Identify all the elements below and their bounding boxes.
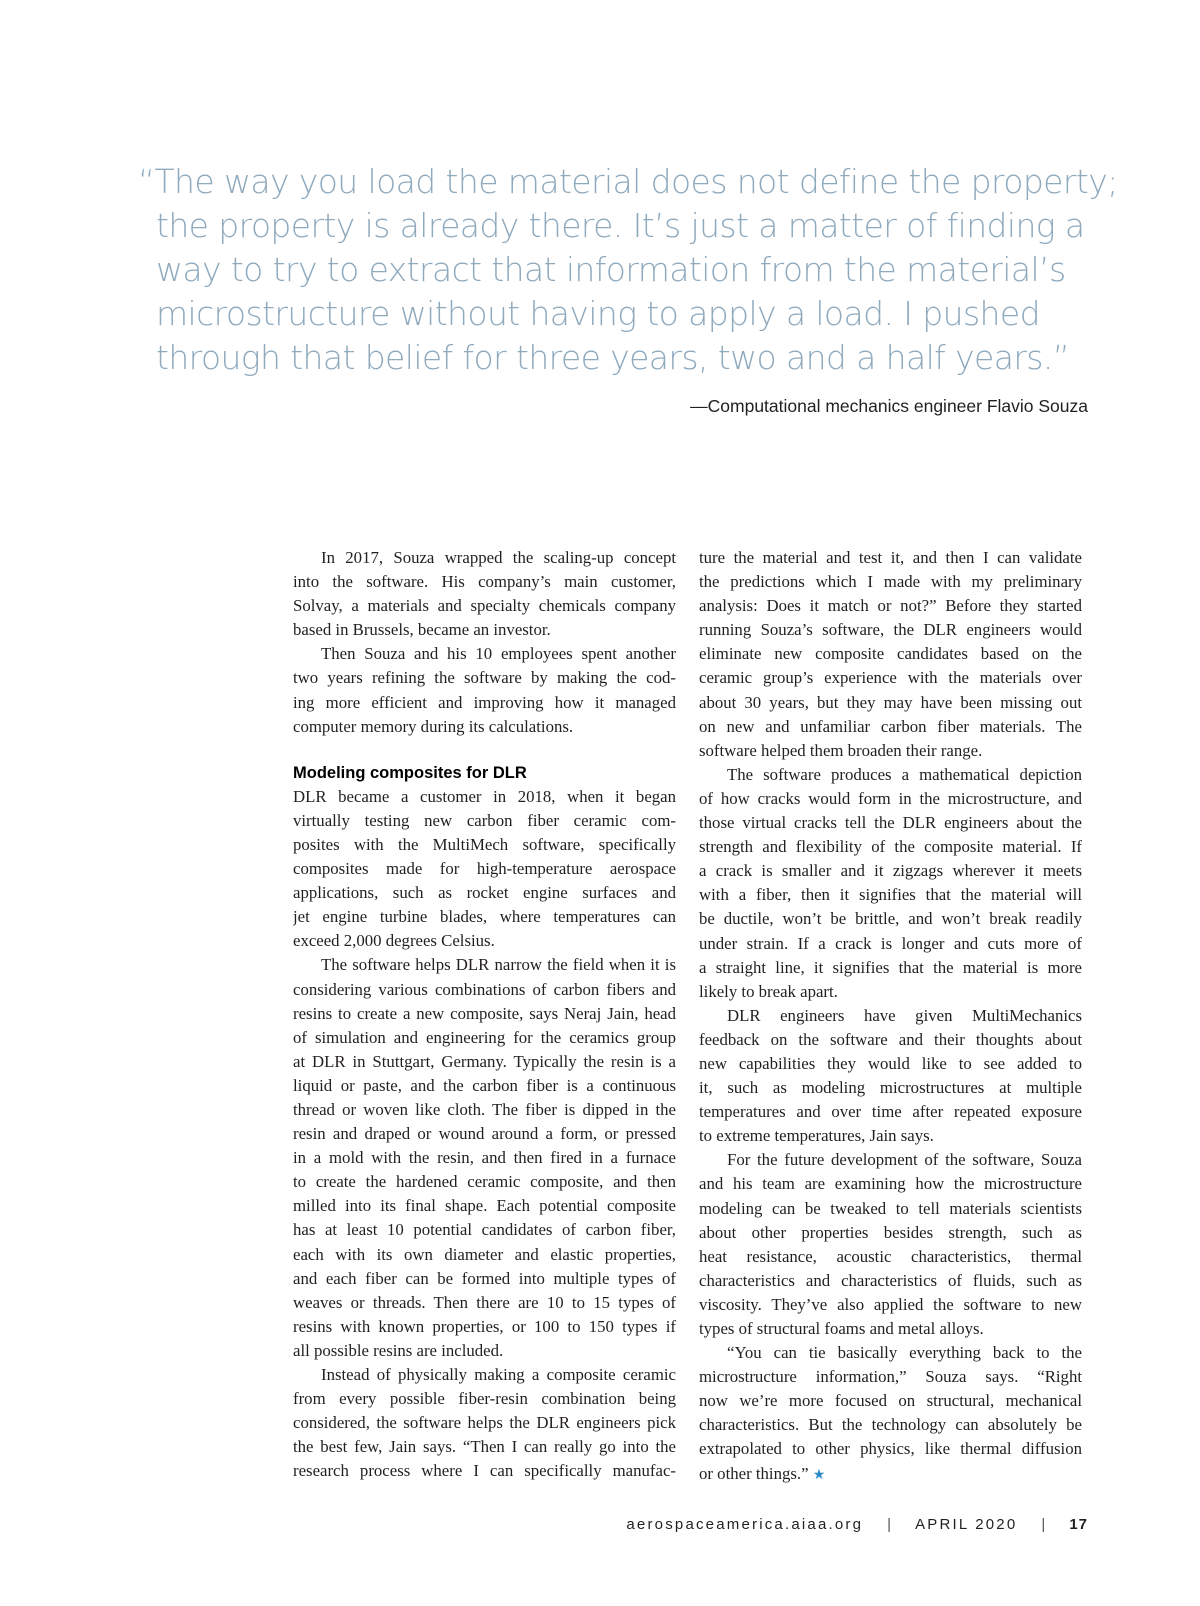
text-line: eliminate new composite candidates based on the: [699, 644, 1082, 664]
text-line: jet engine turbine blades, where temperatures can: [293, 907, 676, 927]
text-line: new capabilities they would like to see added to: [699, 1053, 1082, 1073]
text-line: analysis: Does it match or not?” Before they started: [699, 596, 1082, 616]
text-line: the best few, Jain says. “Then I can really go into the: [293, 1437, 676, 1457]
text-line: software helped them broaden their range.: [699, 740, 983, 760]
text-line: and his team are examining how the microstructure: [699, 1174, 1082, 1194]
text-line: temperatures and over time after repeated exposure: [699, 1102, 1082, 1122]
text-line: under strain. If a crack is longer and cuts more of: [699, 933, 1082, 953]
text-line: running Souza’s software, the DLR engineers would: [699, 620, 1082, 640]
text-line: considered, the software helps the DLR engineers pick: [293, 1413, 676, 1433]
text-line: to extreme temperatures, Jain says.: [699, 1126, 934, 1146]
text-line: characteristics. But the technology can absolutely be: [699, 1415, 1082, 1435]
text-line: has at least 10 potential candidates of carbon fiber,: [293, 1220, 676, 1240]
text-line: based in Brussels, became an investor.: [293, 620, 551, 640]
text-line: ceramic group’s experience with the materials over: [699, 668, 1082, 688]
paragraph: [699, 546, 1082, 763]
text-line: DLR engineers have given MultiMechanics: [727, 1005, 1082, 1025]
text-line: a straight line, it signifies that the material is more: [699, 957, 1082, 977]
text-line: composites made for high-temperature aerospace: [293, 859, 676, 879]
footer-separator: |: [1041, 1516, 1046, 1533]
text-line: Solvay, a materials and specialty chemicals company: [293, 596, 676, 616]
article-column-left: [293, 546, 676, 1483]
text-line: at DLR in Stuttgart, Germany. Typically the resin is a: [293, 1051, 676, 1071]
pull-quote-line: through that belief for three years, two and a half years.”: [156, 338, 1070, 377]
text-line: The software produces a mathematical depiction: [727, 764, 1082, 784]
section-heading: Modeling composites for DLR: [293, 763, 527, 782]
text-line: In 2017, Souza wrapped the scaling-up concept: [321, 548, 676, 567]
text-line: all possible resins are included.: [293, 1340, 504, 1360]
text-line: on new and unfamiliar carbon fiber materials. The: [699, 716, 1082, 736]
text-line: strength and flexibility of the composite material. If: [699, 837, 1082, 857]
text-line: from every possible fiber-resin combination being: [293, 1389, 676, 1409]
text-line: resin and draped or wound around a form, or pressed: [293, 1124, 676, 1144]
pull-quote-attribution: —Computational mechanics engineer Flavio Souza: [690, 396, 1088, 416]
text-line: DLR became a customer in 2018, when it began: [293, 786, 676, 806]
text-line: modeling can be tweaked to tell materials scientists: [699, 1198, 1082, 1218]
article-column-right: [699, 546, 1082, 1486]
paragraph: [293, 642, 676, 738]
text-line: weaves or threads. Then there are 10 to 15 types of: [293, 1292, 676, 1312]
pull-quote-line: the property is already there. It’s just a matter of finding a: [156, 206, 1085, 245]
text-line: two years refining the software by making the cod-: [293, 668, 676, 688]
text-line: with a fiber, then it signifies that the material will: [699, 885, 1082, 905]
text-line: of how cracks would form in the microstructure, and: [699, 788, 1082, 808]
paragraph: [699, 1148, 1082, 1341]
page-number: 17: [1069, 1516, 1088, 1533]
text-line: liquid or paste, and the carbon fiber is a continuous: [293, 1075, 676, 1095]
text-line: of simulation and engineering for the ceramics group: [293, 1027, 676, 1047]
text-line: Then Souza and his 10 employees spent another: [321, 644, 676, 664]
text-line: it, such as modeling microstructures at multiple: [699, 1078, 1082, 1098]
text-line: characteristics and characteristics of fluids, such as: [699, 1270, 1082, 1290]
text-line: into the software. His company’s main customer,: [293, 572, 676, 592]
text-line: to create the hardened ceramic composite, and then: [293, 1172, 676, 1192]
text-line: viscosity. They’ve also applied the software to new: [699, 1294, 1082, 1314]
text-line: “You can tie basically everything back to the: [727, 1343, 1082, 1363]
text-line: microstructure information,” Souza says. “Right: [699, 1367, 1082, 1387]
text-line: virtually testing new carbon fiber ceramic com-: [293, 810, 676, 830]
text-line: about 30 years, but they may have been missing out: [699, 692, 1082, 712]
text-line: Instead of physically making a composite ceramic: [321, 1365, 676, 1384]
text-line: each with its own diameter and elastic properties,: [293, 1244, 676, 1264]
paragraph: [699, 763, 1082, 1004]
star-icon: ★: [812, 1466, 826, 1483]
paragraph: [699, 1004, 1082, 1149]
pull-quote-line: microstructure without having to apply a load. I pushed: [156, 294, 1040, 333]
paragraph: [293, 1363, 676, 1483]
footer-separator: |: [887, 1516, 892, 1533]
text-line: considering various combinations of carbon fibers and: [293, 979, 676, 999]
text-line: exceed 2,000 degrees Celsius.: [293, 931, 495, 951]
pull-quote: [138, 160, 1118, 380]
text-line: thread or woven like cloth. The fiber is dipped in the: [293, 1099, 676, 1119]
text-line: ing more efficient and improving how it managed: [293, 692, 676, 712]
paragraph: [293, 546, 676, 642]
paragraph: [293, 953, 676, 1363]
pull-quote-line: “The way you load the material does not define the property;: [138, 162, 1118, 201]
text-line: in a mold with the resin, and then fired in a furnace: [293, 1148, 676, 1168]
text-line: computer memory during its calculations.: [293, 716, 574, 736]
text-line: resins to create a new composite, says Neraj Jain, head: [293, 1003, 676, 1023]
footer-website: aerospaceamerica.aiaa.org: [626, 1516, 864, 1533]
text-line: ture the material and test it, and then I can validate: [699, 548, 1082, 567]
pull-quote-line: way to try to extract that information from the material’s: [156, 250, 1066, 289]
text-line: extrapolated to other physics, like thermal diffusion: [699, 1439, 1082, 1459]
text-line: milled into its final shape. Each potential composite: [293, 1196, 676, 1216]
footer-issue-date: APRIL 2020: [915, 1516, 1018, 1533]
text-line: types of structural foams and metal alloys.: [699, 1319, 984, 1338]
text-line: heat resistance, acoustic characteristics, thermal: [699, 1246, 1082, 1266]
paragraph: [293, 785, 676, 954]
text-line: and each fiber can be formed into multiple types of: [293, 1268, 676, 1288]
text-line: research process where I can specifically manufac-: [293, 1461, 676, 1481]
text-line: a crack is smaller and it zigzags wherever it meets: [699, 861, 1082, 881]
page-footer: [626, 1516, 1088, 1533]
text-line: or other things.”: [699, 1463, 809, 1483]
text-line: For the future development of the software, Souza: [727, 1150, 1082, 1170]
paragraph: [699, 1341, 1082, 1486]
text-line: now we’re more focused on structural, mechanical: [699, 1391, 1082, 1411]
text-line: those virtual cracks tell the DLR engineers about the: [699, 813, 1082, 833]
text-line: The software helps DLR narrow the field when it is: [321, 955, 676, 975]
text-line: be ductile, won’t be brittle, and won’t break readily: [699, 909, 1082, 929]
text-line: resins with known properties, or 100 to 150 types if: [293, 1316, 676, 1336]
text-line: likely to break apart.: [699, 981, 838, 1001]
text-line-final: [699, 1462, 1082, 1486]
text-line: feedback on the software and their thoughts about: [699, 1029, 1082, 1049]
text-line: posites with the MultiMech software, specifically: [293, 834, 676, 854]
text-line: about other properties besides strength, such as: [699, 1222, 1082, 1242]
text-line: applications, such as rocket engine surfaces and: [293, 883, 676, 903]
text-line: the predictions which I made with my preliminary: [699, 572, 1082, 592]
